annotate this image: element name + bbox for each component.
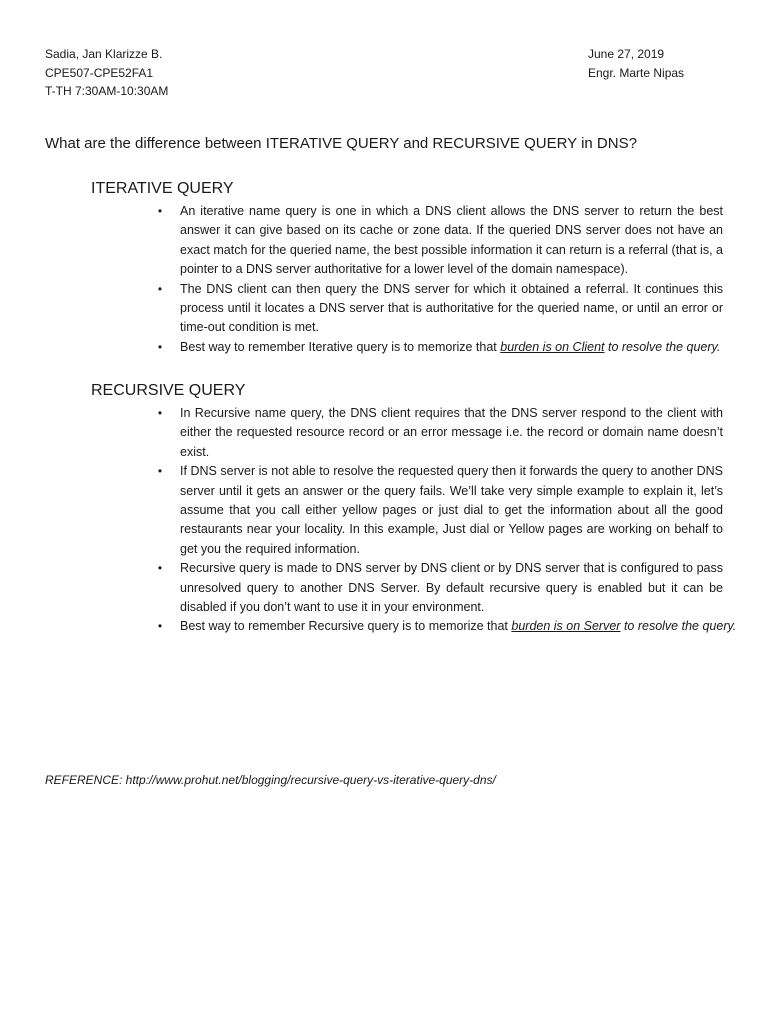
bullet-icon: •: [157, 339, 163, 354]
bullet-icon: •: [157, 406, 163, 420]
list-item: [155, 462, 723, 559]
question-text: What are the difference between ITERATIVE QUERY and RECURSIVE QUERY in DNS?: [45, 135, 637, 152]
emphasis-suffix: to resolve the query.: [620, 619, 737, 634]
emphasis-text: burden is on Client: [500, 339, 605, 354]
instructor-name: Engr. Marte Nipas: [588, 65, 685, 80]
list-item-text: In Recursive name query, the DNS client requires that the DNS server respond to the client with either the requested resource record or an error message i.e. the record or domain name doesn’t exist.: [180, 406, 723, 459]
bullet-icon: •: [157, 561, 163, 576]
iterative-query-list: [155, 202, 723, 357]
student-name: Sadia, Jan Klarizze B.: [45, 47, 163, 61]
course-code: CPE507-CPE52FA1: [45, 65, 154, 80]
bullet-icon: •: [157, 464, 163, 479]
list-item: [155, 338, 723, 357]
list-item-text: The DNS client can then query the DNS server for which it obtained a referral. It continues this process until it locates a DNS server that is authoritative for the queried name, or until an error or time-out condition is met.: [180, 281, 723, 335]
recursive-query-list: [155, 404, 737, 637]
bullet-icon: •: [157, 619, 163, 634]
list-item-text: Best way to remember Iterative query is to memorize that: [180, 339, 501, 354]
list-item: [155, 559, 723, 617]
submission-info: [588, 45, 684, 82]
list-item: [155, 280, 723, 338]
reference-text: REFERENCE: http://www.prohut.net/blogging/recursive-query-vs-iterative-query-dns/: [45, 773, 496, 787]
class-schedule: T-TH 7:30AM-10:30AM: [45, 84, 169, 98]
list-item-text: An iterative name query is one in which a DNS client allows the DNS server to return the best answer it can give based on its cache or zone data. If the queried DNS server does not have an exact match for the queried name, the best possible information it can return is a referral (that is, a pointer to a DNS server authoritative for a lower level of the domain namespace).: [180, 204, 723, 277]
bullet-icon: •: [157, 204, 163, 218]
list-item-text: Best way to remember Recursive query is to memorize that: [180, 619, 512, 634]
list-item: [155, 617, 737, 636]
student-info: [45, 45, 168, 101]
emphasis-text: burden is on Server: [511, 619, 621, 634]
list-item-text: Recursive query is made to DNS server by DNS client or by DNS server that is configured to pass unresolved query to another DNS Server. By default recursive query is enabled but it can be disabled if you don’t want to use it in your environment.: [180, 561, 723, 615]
emphasis-suffix: to resolve the query.: [604, 339, 721, 354]
list-item: [155, 404, 723, 462]
list-item: [155, 202, 723, 280]
bullet-icon: •: [157, 281, 163, 296]
list-item-text: If DNS server is not able to resolve the requested query then it forwards the query to another DNS server until it gets an answer or the query fails. We’ll take very simple example to explain it, let’s assume that you call either yellow pages or just dial to get the information about all the good restaurants near your locality. In this example, Just dial or Yellow pages are working on behalf to get you the required information.: [180, 464, 723, 556]
iterative-query-heading: ITERATIVE QUERY: [91, 180, 234, 197]
submission-date: June 27, 2019: [588, 47, 665, 61]
recursive-query-heading: RECURSIVE QUERY: [91, 382, 246, 399]
